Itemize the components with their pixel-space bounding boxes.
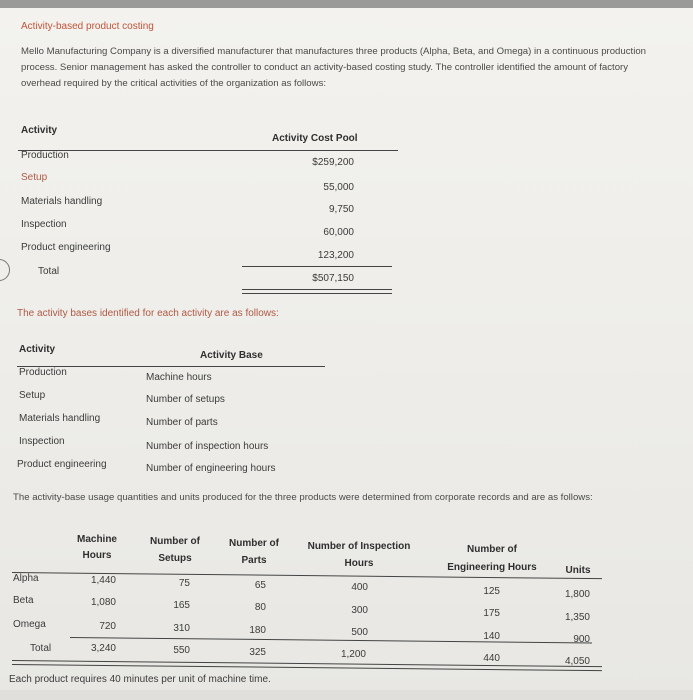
usage-header-setups-1: Number of [150,536,200,547]
usage-row-units: 900 [573,634,590,645]
usage-total-setups: 550 [173,645,190,656]
footer-note: Each product requires 40 minutes per unit of machine time. [9,674,271,685]
pool-subtotal-rule [242,266,392,267]
usage-header-parts-1: Number of [229,538,279,549]
usage-header-eng-1: Number of [467,544,517,555]
usage-total-insp: 1,200 [340,649,366,660]
usage-total-double-rule [12,660,602,671]
pool-total-label: Total [38,266,60,277]
pool-row-cost: $259,200 [312,157,354,168]
pool-row-cost: 123,200 [317,250,354,261]
usage-row-machine: 1,440 [90,575,116,586]
bottom-cutoff [0,690,693,700]
pool-header-cost: Activity Cost Pool [272,133,358,144]
document-title: Activity-based product costing [21,21,154,32]
bases-row-base: Number of inspection hours [146,441,269,452]
pool-row-activity: Production [21,150,69,161]
usage-intro: The activity-base usage quantities and units produced for the three products were determined from corporate records and are as follows: [13,492,593,503]
usage-row-setups: 75 [178,578,190,589]
usage-total-machine: 3,240 [90,643,116,654]
bases-row-activity: Production [19,367,67,378]
bases-row-base: Number of engineering hours [146,463,276,474]
margin-circle-mark [0,259,10,281]
usage-header-insp-1: Number of Inspection [307,541,411,552]
usage-row-name: Omega [13,619,46,630]
pool-row-cost: 55,000 [323,182,354,193]
intro-paragraph: Mello Manufacturing Company is a diversified manufacturer that manufactures three products (Alpha, Beta, and Omega) in a continuous production process. Senior management has asked the controller to conduct an activity-based costing study. The controller identified the amount of factory overhead required by the critical activities of the organization as follows: [21,46,646,89]
top-bar [0,0,693,8]
usage-row-units: 1,350 [564,612,590,623]
usage-header-insp-2: Hours [344,558,374,569]
pool-row-cost: 9,750 [328,204,354,215]
bases-row-base: Number of setups [146,394,225,405]
bases-intro [17,308,279,319]
usage-total-eng: 440 [483,653,500,664]
bases-row-activity: Product engineering [17,459,107,470]
usage-row-eng: 125 [483,586,500,597]
usage-total-name: Total [30,643,52,654]
usage-header-eng-2: Engineering Hours [447,562,537,573]
usage-row-parts: 180 [249,625,266,636]
usage-row-parts: 65 [254,580,266,591]
bases-row-activity: Inspection [19,436,65,447]
usage-subtotal-rule [70,637,592,643]
bases-row-base: Machine hours [146,372,212,383]
bases-row-activity: Setup [19,390,46,401]
pool-header-activity: Activity [21,125,58,136]
usage-row-machine: 1,080 [90,597,116,608]
usage-row-insp: 400 [351,582,368,593]
pool-row-activity: Setup [21,172,48,183]
usage-row-units: 1,800 [564,589,590,600]
usage-row-eng: 140 [483,631,500,642]
usage-row-name: Beta [13,595,34,606]
usage-header-machine-1: Machine [76,534,117,545]
pool-row-activity: Product engineering [21,242,111,253]
pool-row-activity: Materials handling [21,196,103,207]
usage-row-parts: 80 [254,602,266,613]
pool-row-activity: Inspection [21,219,67,230]
bases-header-base: Activity Base [200,350,263,361]
usage-row-name: Alpha [13,573,39,584]
usage-total-units: 4,050 [564,656,590,667]
usage-row-setups: 310 [173,623,190,634]
pool-total-double-rule [242,289,392,294]
usage-header-machine-2: Hours [82,550,112,561]
usage-header-parts-2: Parts [241,555,267,566]
usage-row-machine: 720 [99,621,116,632]
usage-row-setups: 165 [173,600,190,611]
pool-total-value: $507,150 [312,273,354,284]
usage-total-parts: 325 [249,647,266,658]
bases-row-base: Number of parts [146,417,218,428]
usage-row-insp: 500 [351,627,368,638]
usage-row-insp: 300 [351,605,368,616]
bases-header-activity: Activity [19,344,56,355]
pool-row-cost: 60,000 [323,227,354,238]
usage-header-units: Units [565,565,591,576]
bases-row-activity: Materials handling [19,413,101,424]
usage-row-eng: 175 [483,608,500,619]
bases-intro-text: The activity bases identified for each activity are as follows: [17,308,279,319]
usage-header-setups-2: Setups [158,553,192,564]
pool-header-rule [18,150,398,151]
